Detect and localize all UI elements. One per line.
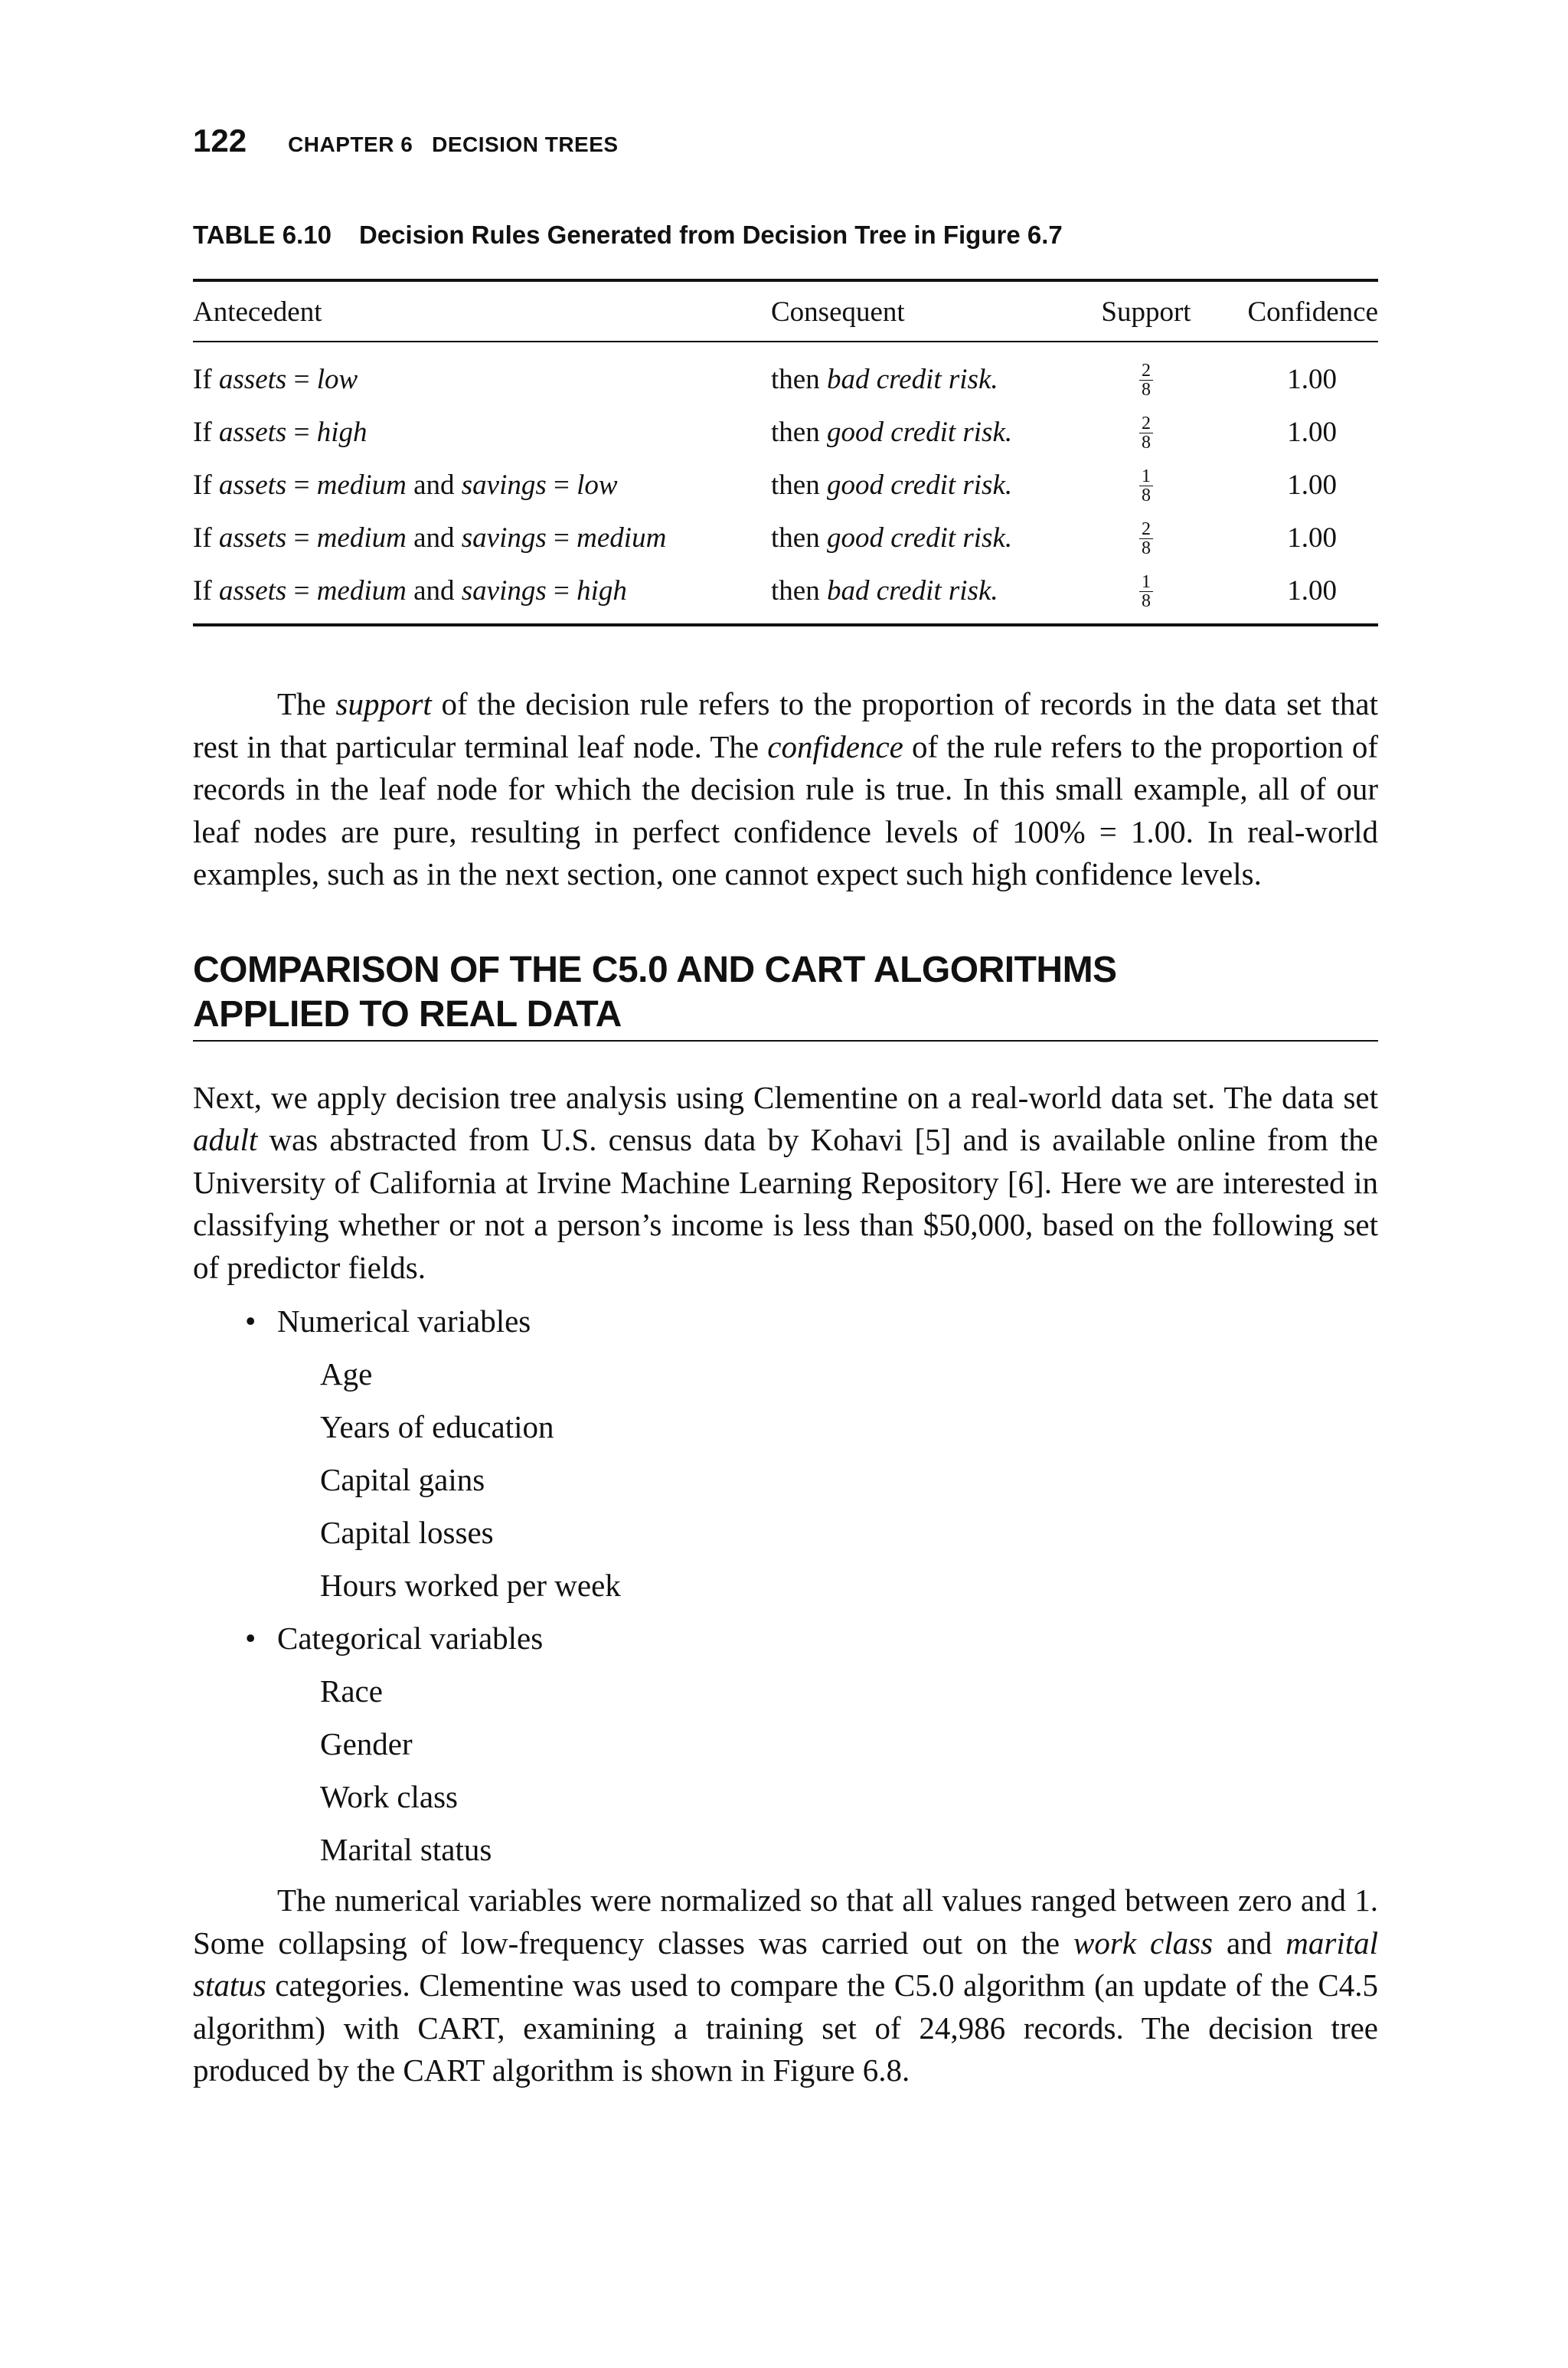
paragraph-text: work class bbox=[1073, 1925, 1214, 1961]
support-fraction bbox=[1139, 362, 1153, 398]
consequent-cell bbox=[771, 406, 1077, 459]
consequent-text: then bbox=[771, 522, 827, 554]
antecedent-text: medium bbox=[316, 522, 407, 554]
table-label: TABLE 6.10 bbox=[193, 221, 332, 249]
support-cell bbox=[1077, 564, 1215, 625]
paragraph-normalization bbox=[193, 1879, 1378, 2092]
paragraph-text: was abstracted from U.S. census data by Kohavi [5] and is available online from the University of California at Irvine Machine Learning Repository [6]. Here we are interested in classifying whether or not a person’s income is less than $50,000, based on the following set of predictor fields. bbox=[193, 1122, 1378, 1285]
consequent-cell bbox=[771, 459, 1077, 512]
table-row bbox=[193, 406, 1378, 459]
antecedent-text: assets bbox=[218, 575, 287, 607]
antecedent-text: If bbox=[193, 522, 219, 554]
predictor-fields-list bbox=[193, 1295, 1378, 1876]
variable-sublist bbox=[277, 1665, 1378, 1876]
consequent-text: good credit risk. bbox=[826, 417, 1013, 448]
fraction-numerator: 1 bbox=[1139, 574, 1153, 592]
consequent-cell bbox=[771, 564, 1077, 625]
fraction-denominator: 8 bbox=[1142, 485, 1151, 505]
table-body bbox=[193, 342, 1378, 625]
consequent-text: good credit risk. bbox=[826, 522, 1013, 554]
fraction-numerator: 2 bbox=[1139, 362, 1153, 381]
antecedent-text: = bbox=[546, 469, 577, 501]
confidence-cell: 1.00 bbox=[1287, 575, 1337, 607]
antecedent-text: savings bbox=[461, 575, 547, 607]
antecedent-text: and bbox=[406, 469, 462, 501]
support-cell bbox=[1077, 406, 1215, 459]
variable-item: Marital status bbox=[320, 1832, 492, 1867]
column-header-antecedent: Antecedent bbox=[193, 296, 322, 328]
consequent-text: then bbox=[771, 364, 827, 395]
confidence-cell: 1.00 bbox=[1287, 417, 1337, 448]
paragraph-text: of the rule refers to the proportion of records in the leaf node for which the decision rule is true. In this small example, all of our leaf nodes are pure, resulting in perfect confidence levels of 100% = 1.00. In real-world examples, such as in the next section, one cannot expect such high confidence levels. bbox=[193, 728, 1378, 891]
confidence-cell: 1.00 bbox=[1287, 364, 1337, 395]
support-cell bbox=[1077, 512, 1215, 564]
column-header-confidence: Confidence bbox=[1247, 296, 1378, 328]
support-fraction bbox=[1139, 468, 1153, 504]
antecedent-text: and bbox=[406, 575, 462, 607]
antecedent-text: = bbox=[546, 522, 577, 554]
page-number: 122 bbox=[193, 123, 247, 159]
page bbox=[193, 123, 1378, 2092]
antecedent-text: assets bbox=[218, 417, 287, 448]
antecedent-text: savings bbox=[461, 522, 547, 554]
bullet-icon: • bbox=[245, 1621, 256, 1656]
antecedent-text: = bbox=[286, 417, 317, 448]
support-fraction bbox=[1139, 571, 1153, 611]
variable-sublist bbox=[277, 1348, 1378, 1612]
fraction-numerator: 1 bbox=[1139, 468, 1153, 486]
antecedent-text: assets bbox=[218, 364, 287, 395]
paragraph-text: and bbox=[1213, 1925, 1286, 1961]
fraction-denominator: 8 bbox=[1142, 538, 1151, 558]
variable-item: Gender bbox=[320, 1726, 413, 1761]
running-head bbox=[193, 123, 1378, 173]
antecedent-text: high bbox=[316, 417, 368, 448]
fraction-denominator: 8 bbox=[1142, 379, 1151, 400]
antecedent-text: = bbox=[286, 575, 317, 607]
consequent-cell bbox=[771, 342, 1077, 406]
antecedent-text: medium bbox=[316, 469, 407, 501]
column-header-support: Support bbox=[1101, 296, 1191, 328]
antecedent-text: = bbox=[286, 364, 317, 395]
antecedent-text: assets bbox=[218, 522, 287, 554]
table-row bbox=[193, 564, 1378, 625]
antecedent-text: medium bbox=[577, 522, 667, 554]
antecedent-text: If bbox=[193, 364, 219, 395]
variable-group-label: Numerical variables bbox=[277, 1303, 531, 1339]
antecedent-cell bbox=[193, 459, 771, 512]
antecedent-cell bbox=[193, 406, 771, 459]
table-row bbox=[193, 512, 1378, 564]
decision-rules-table bbox=[193, 279, 1378, 626]
paragraph-text: of the decision rule refers to the proportion of records in the data set that rest in that particular terminal leaf node. The bbox=[193, 686, 1378, 764]
antecedent-cell bbox=[193, 342, 771, 406]
confidence-cell: 1.00 bbox=[1287, 522, 1337, 554]
antecedent-text: If bbox=[193, 469, 219, 501]
table-header-row bbox=[193, 280, 1378, 342]
consequent-text: then bbox=[771, 417, 827, 448]
fraction-denominator: 8 bbox=[1142, 432, 1151, 453]
support-cell bbox=[1077, 342, 1215, 406]
paragraph-text: The bbox=[277, 686, 336, 721]
antecedent-text: high bbox=[577, 575, 627, 607]
variable-group-label: Categorical variables bbox=[277, 1621, 544, 1656]
support-fraction bbox=[1139, 518, 1153, 558]
consequent-text: good credit risk. bbox=[826, 469, 1013, 501]
variable-group bbox=[193, 1295, 1378, 1612]
antecedent-text: and bbox=[406, 522, 462, 554]
variable-item: Race bbox=[320, 1673, 383, 1709]
antecedent-text: If bbox=[193, 575, 219, 607]
antecedent-text: assets bbox=[218, 469, 287, 501]
antecedent-text: If bbox=[193, 417, 219, 448]
consequent-text: bad credit risk. bbox=[826, 575, 998, 607]
section-heading-line-1: COMPARISON OF THE C5.0 AND CART ALGORITHMS bbox=[193, 949, 1117, 990]
antecedent-text: low bbox=[577, 469, 618, 501]
paragraph-text: support bbox=[335, 686, 432, 721]
variable-item: Capital losses bbox=[320, 1515, 494, 1550]
table-row bbox=[193, 342, 1378, 406]
fraction-numerator: 2 bbox=[1139, 521, 1153, 539]
variable-item: Age bbox=[320, 1356, 373, 1392]
table-caption bbox=[193, 221, 1378, 250]
section-heading bbox=[193, 948, 1378, 1042]
paragraph-adult-dataset bbox=[193, 1077, 1378, 1290]
consequent-cell bbox=[771, 512, 1077, 564]
antecedent-text: medium bbox=[316, 575, 407, 607]
support-cell bbox=[1077, 459, 1215, 512]
antecedent-text: savings bbox=[461, 469, 547, 501]
antecedent-text: = bbox=[286, 469, 317, 501]
variable-item: Work class bbox=[320, 1779, 459, 1814]
support-fraction bbox=[1139, 415, 1153, 451]
antecedent-cell bbox=[193, 564, 771, 625]
column-header-consequent: Consequent bbox=[771, 296, 905, 328]
fraction-denominator: 8 bbox=[1142, 590, 1151, 611]
variable-group bbox=[193, 1612, 1378, 1876]
table-row bbox=[193, 459, 1378, 512]
consequent-text: then bbox=[771, 575, 827, 607]
paragraph-text: adult bbox=[193, 1122, 258, 1157]
antecedent-text: = bbox=[286, 522, 317, 554]
consequent-text: then bbox=[771, 469, 827, 501]
paragraph-text: confidence bbox=[767, 728, 903, 764]
paragraph-text: categories. Clementine was used to compare the C5.0 algorithm (an update of the C4.5 algorithm) with CART, examining a training set of 24,986 records. The decision tree produced by the CART algorithm is shown in Figure 6.8. bbox=[193, 1967, 1378, 2088]
paragraph-text: Next, we apply decision tree analysis using Clementine on a real-world data set. The data set bbox=[193, 1079, 1378, 1115]
variable-item: Hours worked per week bbox=[320, 1568, 621, 1603]
antecedent-text: = bbox=[546, 575, 577, 607]
paragraph-text: marital status bbox=[193, 1925, 1378, 2003]
variable-item: Capital gains bbox=[320, 1462, 485, 1497]
bullet-icon: • bbox=[245, 1303, 256, 1339]
confidence-cell: 1.00 bbox=[1287, 469, 1337, 501]
consequent-text: bad credit risk. bbox=[826, 364, 998, 395]
paragraph-support-confidence bbox=[193, 683, 1378, 896]
fraction-numerator: 2 bbox=[1139, 415, 1153, 433]
table-title: Decision Rules Generated from Decision Tree in Figure 6.7 bbox=[358, 221, 1063, 249]
antecedent-text: low bbox=[316, 364, 358, 395]
chapter-title: CHAPTER 6 DECISION TREES bbox=[288, 132, 619, 156]
section-heading-line-2: APPLIED TO REAL DATA bbox=[193, 993, 622, 1035]
antecedent-cell bbox=[193, 512, 771, 564]
variable-item: Years of education bbox=[320, 1409, 554, 1444]
paragraph-text: The numerical variables were normalized so that all values ranged between zero and 1. Some collapsing of low-frequency classes was carried out on the bbox=[193, 1882, 1378, 1961]
